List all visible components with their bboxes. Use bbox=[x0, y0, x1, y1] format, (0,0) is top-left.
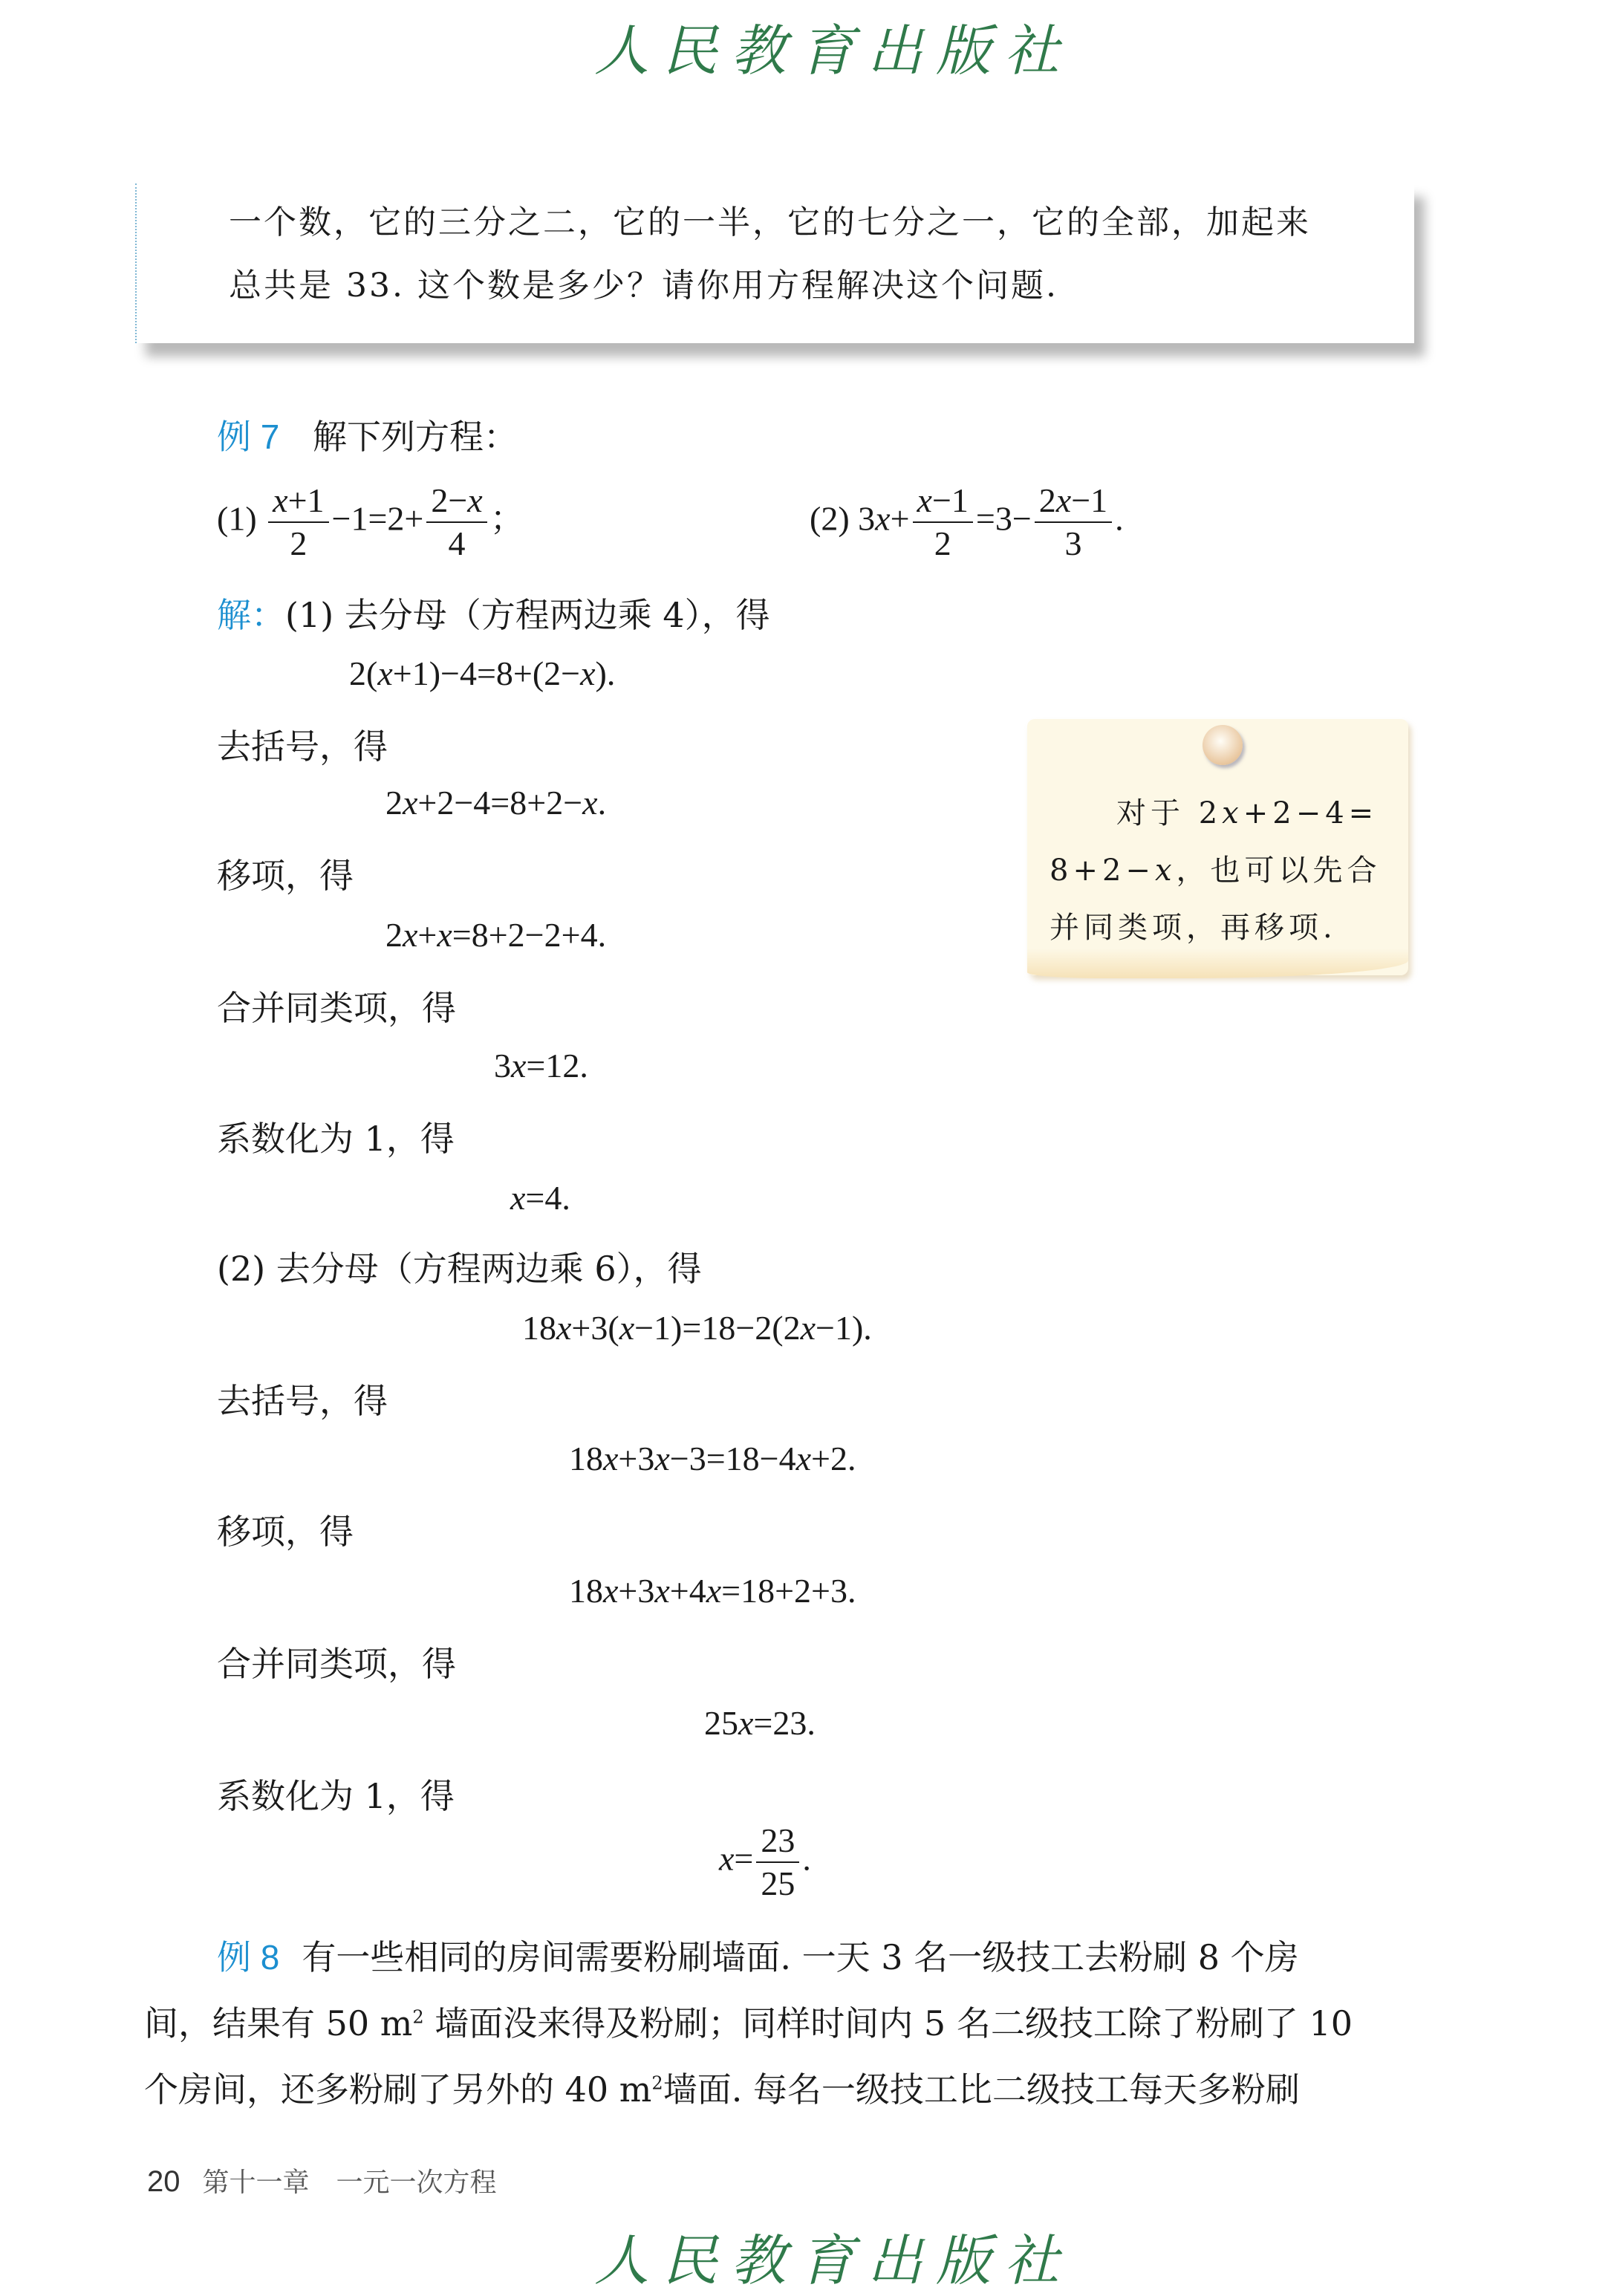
step-text: (2) 去分母（方程两边乘 6），得 bbox=[217, 1249, 702, 1289]
eq-end: . bbox=[802, 1839, 811, 1878]
equation-2 bbox=[810, 480, 1124, 565]
step-math: 18x+3x+4x=18+2+3. bbox=[569, 1572, 856, 1610]
denominator: 25 bbox=[761, 1864, 795, 1902]
text: 个房间，还多粉刷了另外的 40 m bbox=[144, 2069, 652, 2110]
denominator: 2 bbox=[934, 524, 951, 562]
numerator: x−1 bbox=[913, 480, 973, 523]
note-line-1: 对于 2x+2−4= bbox=[1116, 796, 1379, 830]
numerator: x+1 bbox=[268, 480, 328, 523]
chapter-title: 第十一章 一元一次方程 bbox=[202, 2167, 497, 2198]
final-answer bbox=[719, 1820, 811, 1905]
note-line-2: 8+2−x，也可以先合 bbox=[1050, 853, 1382, 888]
step-text: 系数化为 1，得 bbox=[217, 1119, 455, 1159]
denominator: 4 bbox=[448, 524, 466, 562]
step-text: 移项，得 bbox=[217, 1512, 354, 1552]
think-line-2: 总共是 33. 这个数是多少？请你用方程解决这个问题. bbox=[229, 267, 1058, 305]
step-text: 去括号，得 bbox=[217, 726, 388, 767]
fraction bbox=[426, 480, 487, 565]
step-text: 合并同类项，得 bbox=[217, 1644, 456, 1684]
fraction bbox=[913, 480, 973, 565]
superscript: 2 bbox=[412, 2006, 424, 2028]
eq-end: ； bbox=[489, 499, 524, 538]
example7-heading bbox=[217, 410, 518, 459]
superscript: 2 bbox=[651, 2072, 663, 2094]
step-math: 2x+2−4=8+2−x. bbox=[385, 784, 607, 822]
final-lhs: x= bbox=[719, 1839, 754, 1878]
eq-pre: 3x+ bbox=[858, 499, 910, 538]
step-math: 18x+3x−3=18−4x+2. bbox=[569, 1440, 856, 1477]
text: 墙面没来得及粉刷；同样时间内 5 名二级技工除了粉刷了 10 bbox=[423, 2003, 1353, 2043]
text: 墙面. 每名一级技工比二级技工每天多粉刷 bbox=[663, 2069, 1300, 2110]
step-text: 移项，得 bbox=[217, 856, 354, 896]
publisher-logo-top: 人民教育出版社 bbox=[594, 19, 1073, 83]
page-footer bbox=[147, 2162, 497, 2199]
fraction bbox=[756, 1820, 799, 1905]
eq-end: . bbox=[1115, 499, 1124, 538]
numerator: 2−x bbox=[426, 480, 487, 523]
example8-text: 有一些相同的房间需要粉刷墙面. 一天 3 名一级技工去粉刷 8 个房 bbox=[302, 1937, 1299, 1977]
pushpin-icon bbox=[1203, 725, 1243, 765]
numerator: 2x−1 bbox=[1035, 480, 1112, 523]
step-math: 2(x+1)−4=8+(2−x). bbox=[349, 654, 616, 692]
denominator: 3 bbox=[1064, 524, 1082, 562]
publisher-logo-bottom: 人民教育出版社 bbox=[594, 2229, 1073, 2293]
eq-mid: −1=2+ bbox=[331, 499, 424, 538]
step-math: 2x+x=8+2−2+4. bbox=[385, 916, 607, 954]
think-box bbox=[135, 183, 1414, 343]
equation-1 bbox=[217, 480, 524, 565]
step-math: 25x=23. bbox=[704, 1704, 816, 1742]
note-line-3: 并同类项，再移项. bbox=[1050, 911, 1337, 945]
eq-index: (1) bbox=[217, 499, 257, 538]
side-note bbox=[1027, 719, 1408, 975]
eq-index: (2) bbox=[810, 499, 850, 538]
example8-line-3 bbox=[144, 2063, 1300, 2112]
numerator: 23 bbox=[756, 1820, 799, 1863]
fraction bbox=[268, 480, 328, 565]
think-line-1: 一个数，它的三分之二，它的一半，它的七分之一，它的全部，加起来 bbox=[229, 204, 1311, 241]
step-text: 系数化为 1，得 bbox=[217, 1776, 455, 1816]
solution-start bbox=[217, 588, 770, 637]
solution-label: 解： bbox=[217, 596, 285, 634]
example8-line-2 bbox=[144, 1997, 1353, 2046]
step-math: 3x=12. bbox=[494, 1047, 588, 1084]
step-text: (1) 去分母（方程两边乘 4），得 bbox=[285, 595, 770, 635]
step-text: 去括号，得 bbox=[217, 1381, 388, 1421]
step-math: x=4. bbox=[510, 1179, 570, 1217]
eq-mid: =3− bbox=[975, 499, 1032, 538]
page-number: 20 bbox=[147, 2165, 180, 2198]
denominator: 2 bbox=[290, 524, 307, 562]
step-math: 18x+3(x−1)=18−2(2x−1). bbox=[522, 1309, 872, 1347]
text: 间，结果有 50 m bbox=[144, 2003, 413, 2043]
example8-line-1 bbox=[217, 1931, 1299, 1980]
example7-title: 解下列方程： bbox=[313, 417, 518, 457]
example7-label: 例 7 bbox=[217, 417, 280, 456]
note-curl bbox=[1027, 949, 1408, 978]
example8-label: 例 8 bbox=[217, 1938, 280, 1977]
step-text: 合并同类项，得 bbox=[217, 988, 456, 1028]
fraction bbox=[1035, 480, 1112, 565]
